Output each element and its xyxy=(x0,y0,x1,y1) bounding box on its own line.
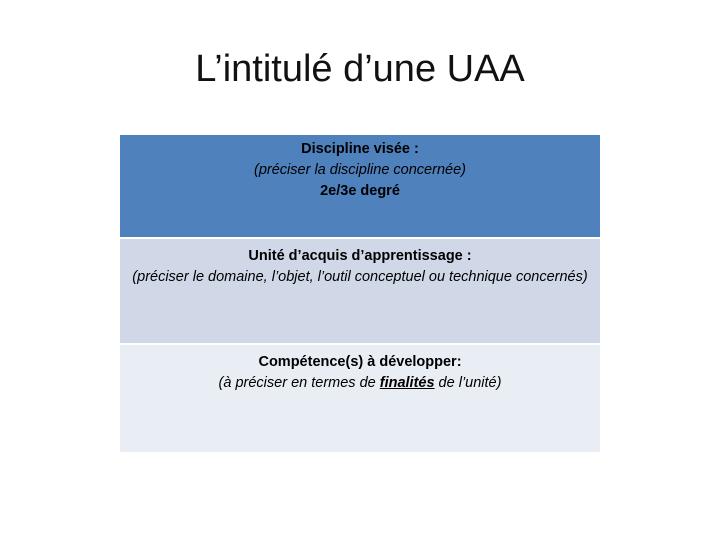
discipline-hint: (préciser la discipline concernée) xyxy=(254,162,466,178)
unite-hint: (préciser le domaine, l’objet, l’outil conceptuel ou technique concernés) xyxy=(132,269,588,285)
discipline-label: Discipline visée : xyxy=(301,141,419,157)
slide-title: L’intitulé d’une UAA xyxy=(195,48,525,90)
competence-hint xyxy=(120,373,600,394)
unite-label: Unité d’acquis d’apprentissage : xyxy=(248,248,472,264)
degree-label: 2e/3e degré xyxy=(320,183,400,199)
competence-label: Compétence(s) à développer: xyxy=(258,354,462,370)
competence-hint-emphasis: finalités xyxy=(379,375,435,391)
competence-hint-before: (à préciser en termes de xyxy=(218,375,380,391)
table-row-unite xyxy=(120,239,600,345)
table-row-competence xyxy=(120,345,600,452)
table-row-discipline xyxy=(120,135,600,239)
uaa-table xyxy=(120,135,600,452)
competence-hint-after: de l’unité) xyxy=(434,375,502,391)
